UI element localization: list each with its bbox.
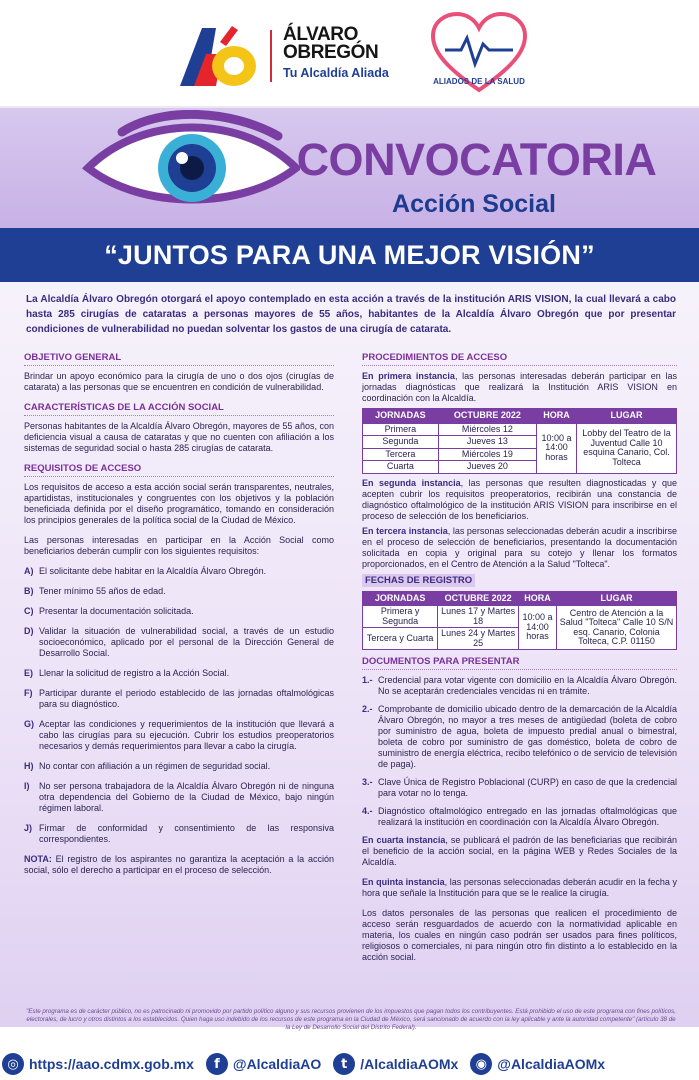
table-cell: Lunes 24 y Martes 25 <box>438 628 519 650</box>
primera-instancia <box>362 371 677 404</box>
table-cell-hora: 10:00 a 14:00 horas <box>519 606 557 650</box>
facebook-link[interactable] <box>206 1053 321 1075</box>
item-text: No ser persona trabajadora de la Alcaldía Álvaro Obregón ni de ninguna otra dependencia del Gobierno de la Ciudad de México, bajo ningún régimen laboral. <box>39 781 334 813</box>
fechas-heading: FECHAS DE REGISTRO <box>362 574 475 587</box>
item-text: Credencial para votar vigente con domicilio en la Alcaldía Álvaro Obregón. No se aceptarán credenciales vencidas ni en trámite. <box>378 675 677 696</box>
list-item <box>24 719 334 752</box>
column-header: HORA <box>537 409 577 424</box>
item-text: Comprobante de domicilio ubicado dentro de la demarcación de la Alcaldía Álvaro Obregón, no mayor a tres meses de antigüedad (boleta de cobro por suministro de agua, boleta de impuesto predial anual o bimestral, boleta de cobro por suministro de gas doméstico, boleta de cobro de suministro de energía eléctrica, recibo telefónico o de servicio de televisión de paga). <box>378 704 677 769</box>
datos-personales-text: Los datos personales de las personas que realicen el procedimiento de acceso serán resguardados de acuerdo con la normatividad aplicable en materia, los cuales en ningún caso podrán ser usados para fines políticos, religiosos o comerciales, ni para ningún otro fin distinto a lo establecido en la acción social. <box>362 908 677 962</box>
slogan-text: “JUNTOS PARA UNA MEJOR VISIÓN” <box>104 239 595 270</box>
facebook-icon: f <box>206 1053 228 1075</box>
item-letter: E) <box>24 668 33 678</box>
intro-paragraph: La Alcaldía Álvaro Obregón otorgará el apoyo contemplado en esta acción a través de la institución ARIS VISION, la cual llevará a cabo hasta 285 cirugías de cataratas a personas mayores de 55 años, habitantes de la Alcaldía Álvaro Obregón que por presentar condiciones de vulnerabilidad no puedan solventar los gastos de una cirugía de catarata. <box>26 294 676 335</box>
list-item <box>24 781 334 814</box>
globe-icon: ◎ <box>2 1053 24 1075</box>
column-header: OCTUBRE 2022 <box>438 591 519 606</box>
item-letter: I) <box>24 781 30 791</box>
left-column <box>24 352 334 885</box>
table-cell: Jueves 20 <box>438 461 536 474</box>
jornadas-table <box>362 408 677 474</box>
item-letter: D) <box>24 626 34 636</box>
objetivo-text: Brindar un apoyo económico para la cirugía de uno o dos ojos (cirugías de catarata) a las personas que se encuentren en condición de vulnerabilidad. <box>24 371 334 392</box>
cuarta-text: , se publicará el padrón de las beneficiarias que recibirán el beneficio de la acción social, en la página WEB y Redes Sociales de la Alcaldía. <box>362 835 678 867</box>
table-cell: Primera <box>363 423 439 436</box>
item-letter: G) <box>24 719 34 729</box>
requisitos-intro: Los requisitos de acceso a esta acción social serán transparentes, neutrales, apartidistas, institucionales y congruentes con los objetivos y la población beneficiada definida por el diseño programático, tomando en consideración los principios generales de la política social de la Ciudad de México. <box>24 482 334 525</box>
table-cell-hora: 10:00 a 14:00 horas <box>537 423 577 473</box>
table-row <box>363 423 677 436</box>
page-subtitle: Acción Social <box>392 190 556 218</box>
twitter-icon: t <box>333 1053 355 1075</box>
nota <box>24 854 334 876</box>
section-heading-caracteristicas: CARACTERÍSTICAS DE LA ACCIÓN SOCIAL <box>24 402 334 416</box>
column-header: HORA <box>519 591 557 606</box>
list-item <box>362 806 677 828</box>
legal-disclaimer: "Este programa es de carácter público, no es patrocinado ni promovido por partido político alguno y sus recursos provienen de los impuestos que pagan todos los contribuyentes. Está prohibido el uso de este programa con fines políticos, electorales, de lucro y otros distintos a los establecidos. Quien haga uso indebido de los recursos de este programa en la Ciudad de México, será sancionado de acuerdo con la ley aplicable y ante la autoridad competente" (artículo 38 de la Ley de Desarrollo Social del Distrito Federal). <box>26 1008 676 1031</box>
eye-illustration <box>82 110 300 222</box>
nota-text: El registro de los aspirantes no garantiza la aceptación a la acción social, sólo el derecho a participar en el proceso de selección. <box>24 854 334 875</box>
quinta-label: En quinta instancia <box>362 877 445 887</box>
website-link[interactable] <box>2 1053 194 1075</box>
list-item <box>24 688 334 710</box>
item-text: Tener mínimo 55 años de edad. <box>39 586 166 596</box>
item-text: Aceptar las condiciones y requerimientos de la institución que llevará a cabo las cirugías para su ejecución. Cubrir los estudios preoperatorios necesarios y demás requerimientos para llevar a cabo la cirugía. <box>39 719 334 751</box>
table-cell: Lunes 17 y Martes 18 <box>438 606 519 628</box>
instagram-icon: ◉ <box>470 1053 492 1075</box>
brand-name-line1: ÁLVARO <box>283 24 359 45</box>
registro-table <box>362 591 677 651</box>
section-heading-requisitos: REQUISITOS DE ACCESO <box>24 463 334 477</box>
brand-tagline: Tu Alcaldía Aliada <box>283 66 389 80</box>
table-header-row <box>363 591 677 606</box>
section-heading-documentos: DOCUMENTOS PARA PRESENTAR <box>362 656 677 670</box>
table-cell: Miércoles 19 <box>438 448 536 461</box>
quinta-instancia <box>362 877 677 899</box>
website-text: https://aao.cdmx.gob.mx <box>29 1056 194 1072</box>
column-header: JORNADAS <box>363 409 439 424</box>
list-item <box>24 626 334 659</box>
list-item <box>24 566 334 577</box>
item-letter: J) <box>24 823 33 833</box>
brand-divider <box>270 30 272 82</box>
alvaro-obregon-logo <box>176 20 260 92</box>
twitter-text: /AlcaldiaAOMx <box>360 1056 459 1072</box>
aliados-de-la-salud-logo <box>427 10 531 98</box>
header <box>0 0 699 108</box>
list-item <box>24 668 334 679</box>
item-text: Validar la situación de vulnerabilidad social, a través de un estudio socioeconómico, aplicado por el personal de la Dirección General de Desarrollo Social. <box>39 626 334 658</box>
list-item <box>24 586 334 597</box>
table-cell: Primera y Segunda <box>363 606 438 628</box>
table-row <box>363 606 677 628</box>
table-cell: Cuarta <box>363 461 439 474</box>
requisitos-list <box>24 566 334 845</box>
item-number: 3.- <box>362 777 373 787</box>
segunda-text: , las personas que resulten diagnosticadas y que acepten cubrir los requisitos preoperatorios, recibirán una constancia de diagnóstico oftalmológico de la institución ARIS VISION para inscribirse en el proceso de selección de los beneficiarios. <box>362 477 677 521</box>
primera-text: , las personas interesadas deberán participar en las jornadas diagnósticas que realizará la Institución ARIS VISION en coordinación con la Alcaldía. <box>362 371 677 403</box>
item-text: Participar durante el periodo establecido de las jornadas oftalmológicas para su diagnóstico. <box>39 688 334 709</box>
segunda-label: En segunda instancia <box>362 477 461 488</box>
footer <box>0 1048 699 1080</box>
item-text: Presentar la documentación solicitada. <box>39 606 194 616</box>
tercera-instancia <box>362 526 677 570</box>
instagram-text: @AlcaldiaAOMx <box>497 1056 606 1072</box>
item-number: 4.- <box>362 806 373 816</box>
documentos-list <box>362 675 677 828</box>
segunda-instancia <box>362 478 677 522</box>
item-text: Diagnóstico oftalmológico entregado en las jornadas oftalmológicas que realizará la institución en coordinación con la Alcaldía Álvaro Obregón. <box>378 806 677 827</box>
instagram-link[interactable] <box>470 1053 605 1075</box>
page-title: CONVOCATORIA <box>296 134 657 185</box>
tercera-label: En tercera instancia <box>362 525 448 536</box>
table-cell-lugar: Lobby del Teatro de la Juventud Calle 10 esquina Canario, Col. Tolteca <box>577 423 677 473</box>
section-heading-procedimientos: PROCEDIMIENTOS DE ACCESO <box>362 352 677 366</box>
table-cell: Segunda <box>363 436 439 449</box>
list-item <box>362 704 677 770</box>
item-text: Llenar la solicitud de registro a la Acción Social. <box>39 668 230 678</box>
table-cell: Jueves 13 <box>438 436 536 449</box>
column-header: JORNADAS <box>363 591 438 606</box>
list-item <box>24 761 334 772</box>
cuarta-instancia <box>362 835 677 868</box>
item-number: 2.- <box>362 704 373 714</box>
item-letter: C) <box>24 606 34 616</box>
table-header-row <box>363 409 677 424</box>
item-text: Clave Única de Registro Poblacional (CURP) en caso de que la credencial para votar no lo tenga. <box>378 777 677 798</box>
column-header: LUGAR <box>577 409 677 424</box>
table-cell: Tercera y Cuarta <box>363 628 438 650</box>
list-item <box>24 606 334 617</box>
twitter-link[interactable] <box>333 1053 458 1075</box>
primera-label: En primera instancia <box>362 371 455 381</box>
item-text: No contar con afiliación a un régimen de seguridad social. <box>39 761 271 771</box>
section-heading-objetivo: OBJETIVO GENERAL <box>24 352 334 366</box>
caracteristicas-text: Personas habitantes de la Alcaldía Álvaro Obregón, mayores de 55 años, con deficiencia visual a causa de cataratas y que no cuenten con afiliación a los sistemas de seguridad social o hasta 285 cirugías de catarata. <box>24 421 334 453</box>
brand-name-line2: OBREGÓN <box>283 42 379 63</box>
list-item <box>362 777 677 799</box>
requisitos-lead: Las personas interesadas en participar en la Acción Social como beneficiarios deberán cumplir con los siguientes requisitos: <box>24 535 334 556</box>
item-letter: F) <box>24 688 33 698</box>
table-cell-lugar: Centro de Atención a la Salud "Tolteca" Calle 10 S/N esq. Canario, Colonia Tolteca, C.P. 01150 <box>557 606 677 650</box>
table-cell: Tercera <box>363 448 439 461</box>
column-header: OCTUBRE 2022 <box>438 409 536 424</box>
item-letter: B) <box>24 586 34 596</box>
table-cell: Miércoles 12 <box>438 423 536 436</box>
slogan-banner <box>0 228 699 282</box>
right-column <box>362 352 677 972</box>
list-item <box>362 675 677 697</box>
item-text: Firmar de conformidad y consentimiento de las responsiva correspondientes. <box>39 823 334 844</box>
aliados-logo-text: ALIADOS DE LA SALUD <box>433 77 525 86</box>
nota-label: NOTA: <box>24 854 52 864</box>
tercera-text: , las personas seleccionadas deberán acudir a inscribirse en el proceso de selección de beneficiarios, presentando la documentación solicitada en copia y original para su cotejo y llenar los formatos proporcionados, en el Centro de Atención a la Salud "Tolteca". <box>362 525 677 569</box>
item-letter: A) <box>24 566 34 576</box>
cuarta-label: En cuarta instancia <box>362 835 446 845</box>
list-item <box>24 823 334 845</box>
brand-text <box>283 26 389 80</box>
item-letter: H) <box>24 761 34 771</box>
facebook-text: @AlcaldiaAO <box>232 1056 322 1072</box>
column-header: LUGAR <box>557 591 677 606</box>
quinta-text: , las personas seleccionadas deberán acudir en la fecha y hora que señale la Institución para que se le realice la cirugía. <box>362 877 677 898</box>
item-text: El solicitante debe habitar en la Alcaldía Álvaro Obregón. <box>39 566 267 576</box>
item-number: 1.- <box>362 675 373 685</box>
